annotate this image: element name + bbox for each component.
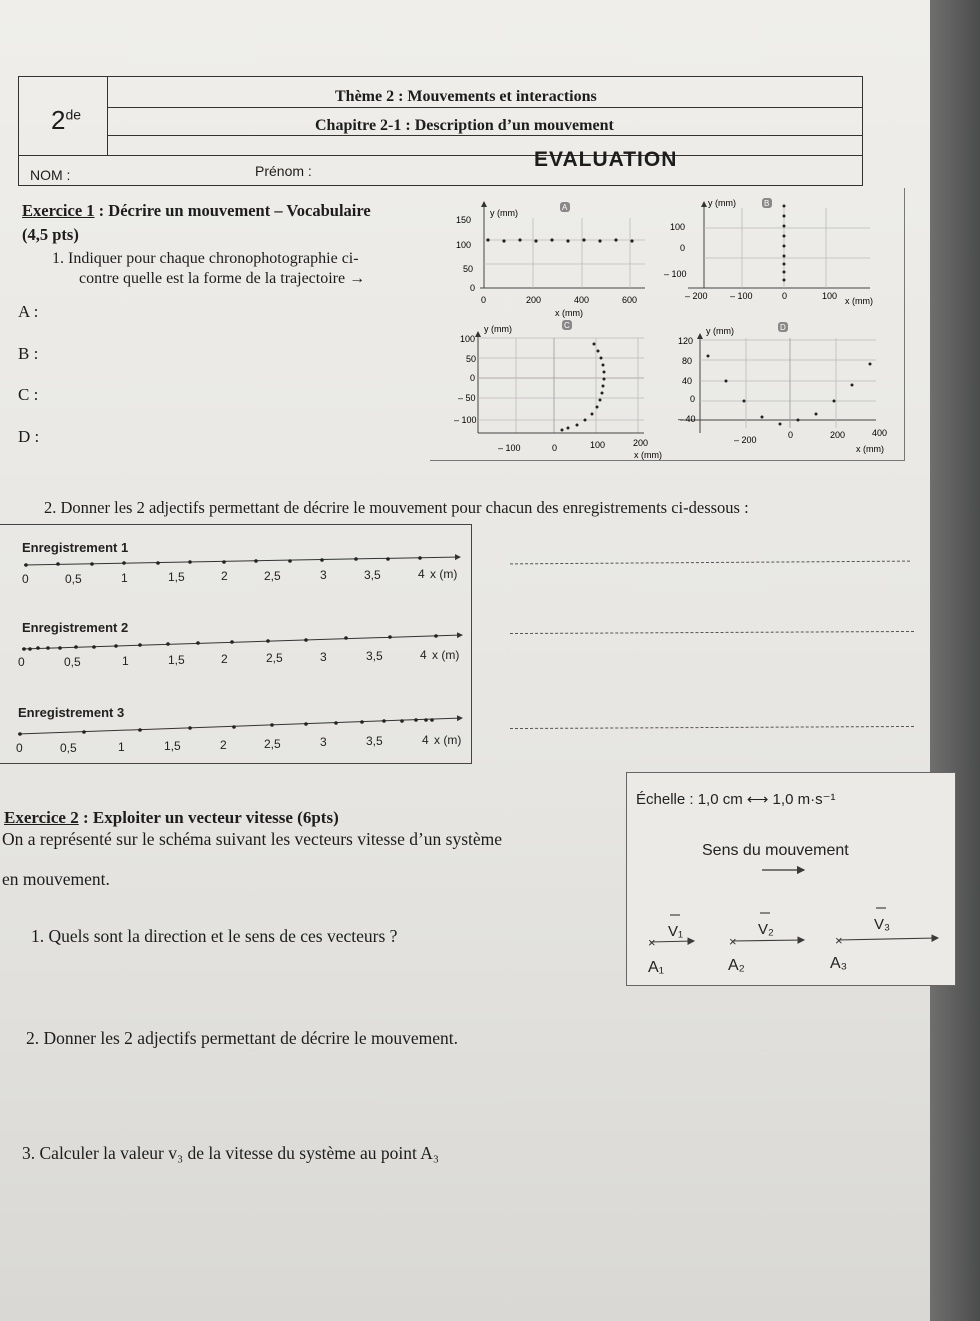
rec3-tick: 1 [118, 740, 125, 754]
graph-c-ytick: 0 [470, 373, 476, 383]
rec2-tick: 1 [122, 654, 129, 668]
rec3-tick: 2,5 [264, 737, 281, 751]
graph-b [664, 198, 873, 306]
ex1-points: (4,5 pts) [22, 225, 79, 244]
chapter-title: Chapitre 2-1 : Description d’un mouvement [315, 117, 614, 134]
rec3-tick: 3 [320, 735, 327, 749]
level-sup: de [65, 106, 82, 123]
rec2-tick: 2,5 [266, 651, 283, 665]
answer-b-label: B : [18, 344, 39, 363]
graph-c-xlabel: x (mm) [634, 450, 662, 460]
graph-d-ytick: 0 [690, 394, 696, 404]
graph-a-ytick: 150 [456, 215, 472, 225]
rec3-unit: x (m) [434, 733, 462, 747]
rec2-tick: 0 [18, 655, 25, 669]
rec1-tick: 1 [121, 571, 128, 585]
rec1-tick: 4 [418, 567, 425, 581]
rec2-tick: 2 [221, 652, 228, 666]
ex1-label: Exercice 1 [22, 201, 95, 220]
graph-c-ytick: – 100 [454, 415, 477, 425]
graph-c-badge: C [564, 321, 570, 330]
rec1-tick: 1,5 [168, 570, 185, 584]
rec1-tick: 0 [22, 572, 29, 586]
graph-d-ylabel: y (mm) [706, 326, 734, 336]
chronophotographs [430, 188, 904, 463]
graph-c-xtick: 200 [633, 438, 649, 448]
theme-title: Thème 2 : Mouvements et interactions [335, 88, 597, 105]
ex2-title [4, 808, 339, 828]
graph-a-xtick: 400 [574, 295, 590, 305]
graph-b-ytick: 100 [670, 222, 686, 232]
graph-a-xtick: 0 [481, 295, 487, 305]
recording-3 [16, 705, 462, 755]
graph-b-ytick: – 100 [664, 269, 687, 279]
graph-d-xtick: 0 [788, 430, 794, 440]
graph-c-xtick: 100 [590, 440, 606, 450]
ex2-q1: 1. Quels sont la direction et le sens de ces vecteurs ? [31, 926, 398, 946]
class-level [51, 105, 81, 136]
graph-d-xtick: 200 [830, 430, 846, 440]
graph-b-xtick: – 200 [685, 291, 708, 301]
ex2-q2: 2. Donner les 2 adjectifs permettant de décrire le mouvement. [26, 1028, 458, 1048]
rec1-unit: x (m) [430, 567, 458, 581]
graph-d-xtick: – 200 [734, 435, 757, 445]
recording-3-title: Enregistrement 3 [18, 705, 125, 720]
graph-d [678, 322, 887, 454]
graph-d-ytick: 120 [678, 336, 694, 346]
rec1-tick: 0,5 [65, 572, 82, 586]
point-a1-cross: × [648, 935, 656, 950]
graph-b-badge: B [764, 199, 770, 208]
vector-v1-label: V₁ [668, 923, 684, 940]
graph-a-ytick: 100 [456, 240, 472, 250]
graph-d-badge: D [780, 323, 786, 332]
ex1-title-rest: : Décrire un mouvement – Vocabulaire [94, 201, 371, 220]
vector-v2 [732, 940, 804, 941]
ex2-intro-line2: en mouvement. [2, 869, 110, 889]
rec2-tick: 3 [320, 650, 327, 664]
graph-a-ylabel: y (mm) [490, 208, 518, 218]
graph-b-xtick: – 100 [730, 291, 753, 301]
rec3-tick: 3,5 [366, 734, 383, 748]
rec1-tick: 2,5 [264, 569, 281, 583]
direction-label: Sens du mouvement [702, 842, 849, 859]
graph-a-xtick: 600 [622, 295, 638, 305]
graph-c-ylabel: y (mm) [484, 324, 512, 334]
recording-2 [18, 620, 462, 669]
answer-a-label: A : [18, 302, 39, 321]
background-edge [930, 0, 980, 1321]
rec2-tick: 0,5 [64, 655, 81, 669]
recording-1 [22, 540, 460, 586]
graph-b-ytick: 0 [680, 243, 686, 253]
rec2-tick: 4 [420, 648, 427, 662]
graph-a-xtick: 200 [526, 295, 542, 305]
header-box [18, 76, 863, 186]
vector-v3 [838, 938, 938, 940]
point-a1-label: A₁ [648, 959, 665, 976]
vector-v3-label: V₃ [874, 916, 891, 933]
graph-b-xtick: 100 [822, 291, 838, 301]
recording-2-title: Enregistrement 2 [22, 620, 129, 635]
rec3-tick: 0 [16, 741, 23, 755]
point-a3-cross: × [835, 933, 843, 948]
graph-a-ytick: 50 [463, 264, 474, 274]
graph-c-ytick: 50 [466, 354, 477, 364]
graph-a-badge: A [562, 203, 568, 212]
graph-c-xtick: 0 [552, 443, 558, 453]
ex1-q2: 2. Donner les 2 adjectifs permettant de décrire le mouvement pour chacun des enregistrements ci-dessous : [44, 498, 749, 517]
graph-d-xlabel: x (mm) [856, 444, 884, 454]
ex1-q1-line1: 1. Indiquer pour chaque chronophotographie ci- [52, 250, 359, 267]
graph-b-xtick: 0 [782, 291, 788, 301]
graph-a-xlabel: x (mm) [555, 308, 583, 318]
level-number: 2 [51, 105, 66, 135]
point-a2-label: A₂ [728, 957, 745, 974]
vector-diagram [626, 772, 956, 986]
point-a2-cross: × [729, 934, 737, 949]
answer-c-label: C : [18, 385, 39, 404]
rec2-tick: 3,5 [366, 649, 383, 663]
graph-a [456, 202, 645, 318]
rec1-tick: 3,5 [364, 568, 381, 582]
rec3-tick: 1,5 [164, 739, 181, 753]
graph-b-xlabel: x (mm) [845, 296, 873, 306]
rec3-tick: 0,5 [60, 741, 77, 755]
ex2-title-rest: : Exploiter un vecteur vitesse (6pts) [78, 808, 339, 827]
evaluation-title: EVALUATION [534, 148, 678, 171]
rec1-tick: 3 [320, 568, 327, 582]
graph-d-ytick: – 40 [678, 414, 696, 424]
graph-d-ytick: 80 [682, 356, 693, 366]
scale-label: Échelle : 1,0 cm ⟷ 1,0 m·s⁻¹ [636, 791, 836, 808]
ex2-intro-line1: On a représenté sur le schéma suivant les vecteurs vitesse d’un système [2, 829, 503, 849]
recordings [0, 524, 480, 764]
graph-c [454, 320, 662, 460]
graph-c-ytick: – 50 [458, 393, 476, 403]
rec3-tick: 2 [220, 738, 227, 752]
answer-d-label: D : [18, 427, 40, 446]
vector-v2-label: V₂ [758, 921, 774, 938]
prenom-label: Prénom : [255, 163, 312, 179]
rec1-tick: 2 [221, 569, 228, 583]
graph-c-xtick: – 100 [498, 443, 521, 453]
graph-b-ylabel: y (mm) [708, 198, 736, 208]
ex2-q3: 3. Calculer la valeur v₃ de la vitesse du système au point A₃ [22, 1143, 440, 1163]
graph-c-ytick: 100 [460, 334, 476, 344]
vector-v1 [650, 941, 694, 942]
graph-d-xtick: 400 [872, 428, 888, 438]
rec2-unit: x (m) [432, 648, 460, 662]
ex1-q1-line2: contre quelle est la forme de la trajectoire → [79, 270, 366, 287]
point-a3-label: A₃ [830, 955, 848, 972]
rec3-tick: 4 [422, 733, 429, 747]
nom-label: NOM : [30, 167, 71, 183]
graph-d-ytick: 40 [682, 376, 693, 386]
recording-1-title: Enregistrement 1 [22, 540, 129, 555]
graph-a-ytick: 0 [470, 283, 476, 293]
ex1-title [22, 201, 371, 221]
ex2-label: Exercice 2 [4, 808, 79, 827]
rec2-tick: 1,5 [168, 653, 185, 667]
